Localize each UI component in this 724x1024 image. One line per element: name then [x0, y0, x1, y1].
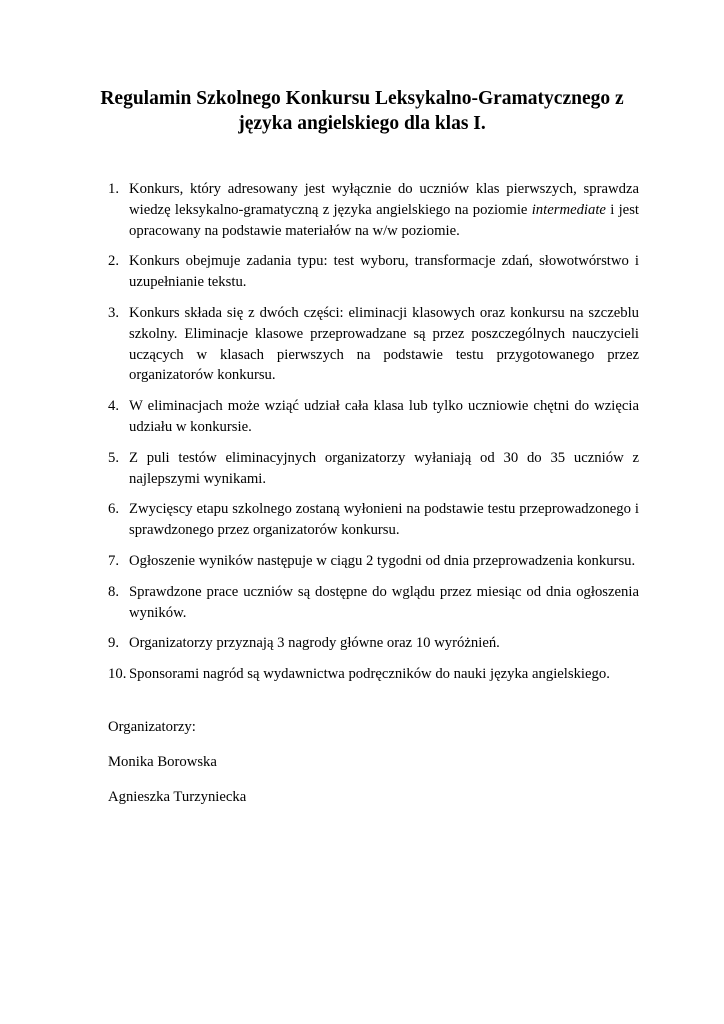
organizer-name: Agnieszka Turzyniecka — [108, 789, 247, 805]
rule-text: Konkurs obejmuje zadania typu: test wyboru, transformacje zdań, słowotwórstwo i uzupełnianie tekstu. — [129, 253, 639, 291]
title-line-1: Regulamin Szkolnego Konkursu Leksykalno-Gramatycznego z — [100, 88, 624, 109]
rule-text: Sponsorami nagród są wydawnictwa podręczników do nauki języka angielskiego. — [129, 666, 610, 683]
rule-number: 9. — [108, 635, 120, 652]
rule-item-9 — [108, 633, 639, 654]
rule-item-7 — [108, 551, 639, 572]
rule-text: Zwycięscy etapu szkolnego zostaną wyłonieni na podstawie testu przeprowadzonego i sprawdzonego przez organizatorów konkursu. — [129, 501, 639, 539]
rule-number: 5. — [108, 449, 120, 466]
rule-number: 6. — [108, 501, 120, 518]
rule-item-4 — [108, 396, 639, 438]
organizers-section — [108, 717, 246, 822]
rule-item-1 — [108, 179, 639, 241]
rule-text-before: Konkurs, który adresowany jest wyłącznie do uczniów klas pierwszych, sprawdza wiedzę leksykalno-gramatyczną z języka angielskiego na poziomie — [129, 181, 639, 218]
rule-text: Sprawdzone prace uczniów są dostępne do wglądu przez miesiąc od dnia ogłoszenia wyników. — [129, 583, 639, 621]
rule-text: Ogłoszenie wyników następuje w ciągu 2 tygodni od dnia przeprowadzenia konkursu. — [129, 552, 636, 569]
rule-number: 2. — [108, 253, 120, 270]
rule-number: 3. — [108, 304, 120, 321]
rule-number: 10. — [108, 666, 127, 683]
organizers-label: Organizatorzy: — [108, 719, 196, 735]
title-line-2: języka angielskiego dla klas I. — [238, 113, 486, 134]
rule-emphasis: intermediate — [531, 201, 606, 218]
rule-number: 7. — [108, 552, 120, 569]
rule-text: Konkurs składa się z dwóch części: eliminacji klasowych oraz konkursu na szczeblu szkolny. Eliminacje klasowe przeprowadzane są przez poszczególnych nauczycieli uczących w klasach pierwszych na podstawie testu przygotowanego przez organizatorów konkursu. — [129, 304, 639, 384]
rule-item-3 — [108, 303, 639, 386]
page-title — [90, 86, 634, 136]
rule-text — [129, 179, 639, 241]
rule-number: 4. — [108, 398, 120, 415]
rules-list — [108, 179, 639, 695]
rule-item-2 — [108, 251, 639, 293]
rule-text-after: i jest opracowany na podstawie materiałów na w/w poziomie. — [129, 201, 639, 239]
rule-text: W eliminacjach może wziąć udział cała klasa lub tylko uczniowie chętni do wzięcia udziału w konkursie. — [129, 398, 639, 435]
rule-number: 8. — [108, 583, 120, 600]
rule-text: Organizatorzy przyznają 3 nagrody główne oraz 10 wyróżnień. — [129, 635, 500, 652]
rule-item-10 — [108, 664, 639, 685]
rule-number: 1. — [108, 181, 120, 197]
rule-item-5 — [108, 448, 639, 490]
rule-item-8 — [108, 582, 639, 624]
rule-item-6 — [108, 499, 639, 541]
organizer-name: Monika Borowska — [108, 754, 217, 770]
rule-text: Z puli testów eliminacyjnych organizatorzy wyłaniają od 30 do 35 uczniów z najlepszymi wynikami. — [129, 449, 639, 487]
